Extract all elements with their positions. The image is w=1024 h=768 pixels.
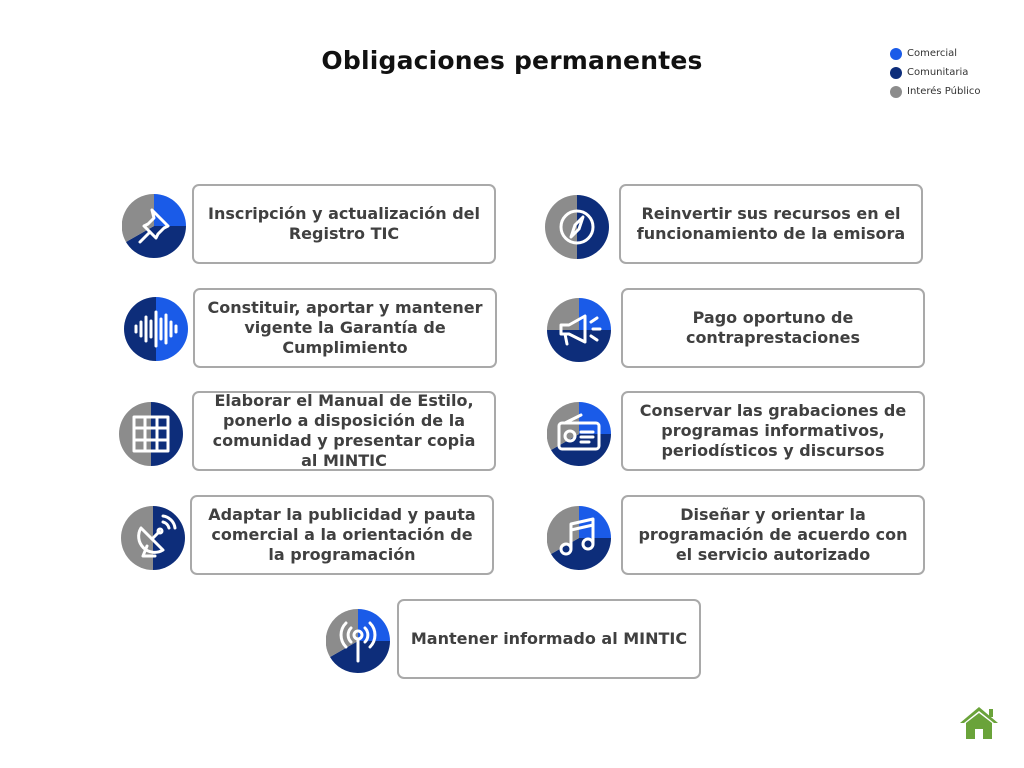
music-note-icon	[547, 506, 611, 570]
legend-dot-icon	[890, 48, 902, 60]
home-icon[interactable]	[958, 705, 1000, 741]
legend	[890, 44, 981, 101]
obligation-label: Pago oportuno de contraprestaciones	[685, 308, 861, 347]
legend-item-comunitaria	[890, 63, 981, 82]
satellite-dish-icon	[121, 506, 185, 570]
legend-dot-icon	[890, 86, 902, 98]
legend-item-comercial	[890, 44, 981, 63]
obligation-label: Diseñar y orientar la programación de acuerdo con el servicio autorizado	[638, 505, 908, 564]
antenna-signal-icon	[326, 609, 390, 673]
obligation-card-mantener-informado	[397, 599, 701, 679]
legend-dot-icon	[890, 67, 902, 79]
obligation-label: Inscripción y actualización del Registro TIC	[207, 204, 480, 243]
page-title: Obligaciones permanentes	[321, 46, 703, 75]
grid-icon	[119, 402, 183, 466]
obligation-card-disenar-programacion	[621, 495, 925, 575]
pin-icon	[122, 194, 186, 258]
legend-label: Interés Público	[907, 86, 981, 97]
obligation-label: Constituir, aportar y mantener vigente la Garantía de Cumplimiento	[207, 298, 483, 357]
obligation-card-manual-estilo	[192, 391, 496, 471]
obligation-label: Conservar las grabaciones de programas informativos, periodísticos y discursos	[639, 401, 907, 460]
obligation-card-pago-contraprestaciones	[621, 288, 925, 368]
legend-label: Comercial	[907, 48, 958, 59]
audio-wave-icon	[124, 297, 188, 361]
obligation-card-adaptar-publicidad	[190, 495, 494, 575]
obligation-card-registro-tic	[192, 184, 496, 264]
obligation-label: Mantener informado al MINTIC	[410, 629, 688, 648]
megaphone-icon	[547, 298, 611, 362]
obligation-label: Adaptar la publicidad y pauta comercial a la orientación de la programación	[208, 505, 476, 564]
legend-item-interes-publico	[890, 82, 981, 101]
compass-icon	[545, 195, 609, 259]
obligation-card-garantia-cumplimiento	[193, 288, 497, 368]
obligation-label: Elaborar el Manual de Estilo, ponerlo a disposición de la comunidad y presentar copia al MINTIC	[212, 391, 476, 470]
obligation-card-conservar-grabaciones	[621, 391, 925, 471]
legend-label: Comunitaria	[907, 67, 969, 78]
radio-icon	[547, 402, 611, 466]
obligation-card-reinvertir-recursos	[619, 184, 923, 264]
obligation-label: Reinvertir sus recursos en el funcionamiento de la emisora	[636, 204, 906, 243]
